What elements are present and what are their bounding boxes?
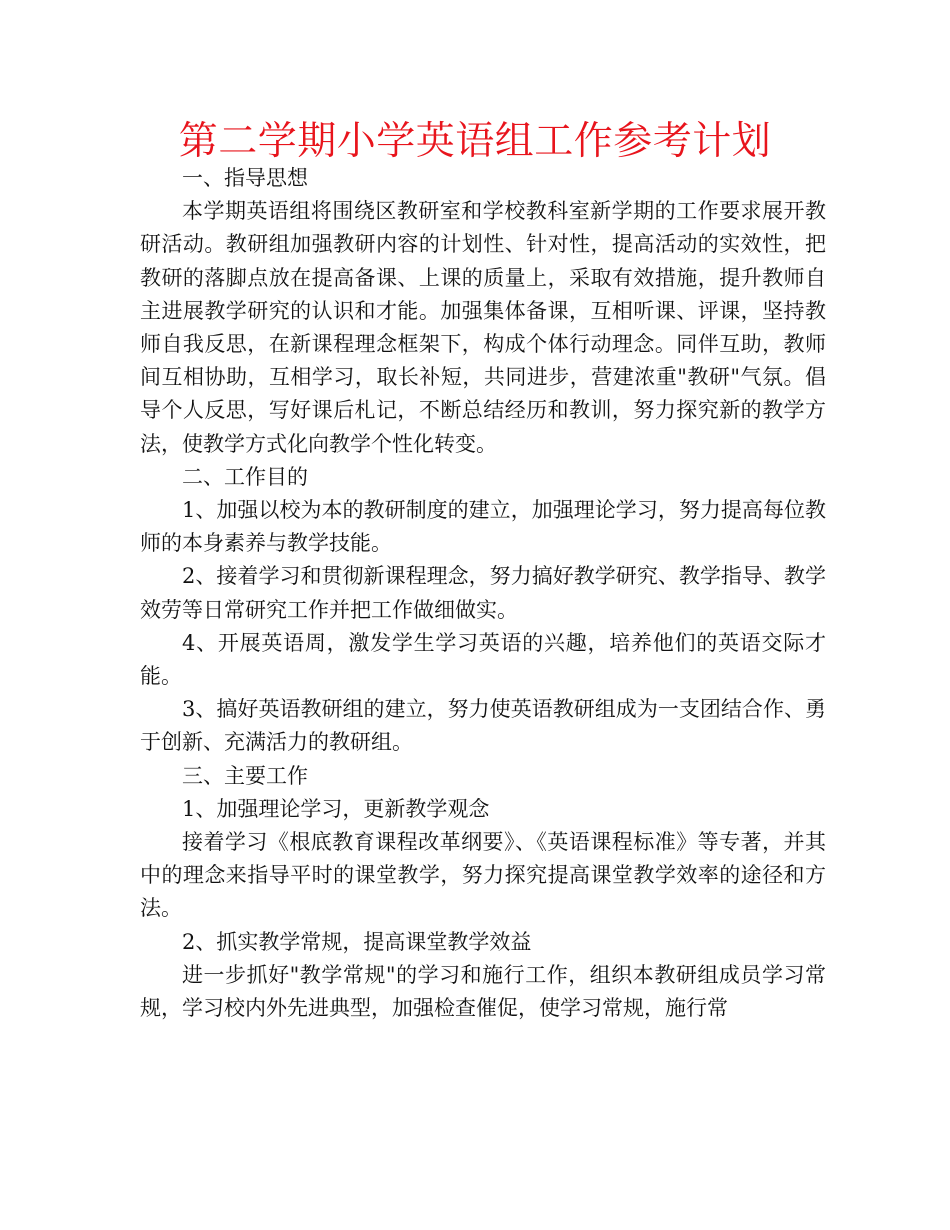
paragraph-teaching-routine: 进一步抓好"教学常规"的学习和施行工作，组织本教研组成员学习常规，学习校内外先进典型，加强检查催促，使学习常规，施行常 — [140, 962, 826, 1021]
heading-main-work: 三、主要工作 — [182, 763, 308, 788]
goal-item-1: 1、加强以校为本的教研制度的建立，加强理论学习，努力提高每位教师的本身素养与教学技能。 — [140, 498, 826, 556]
goal-item-4: 4、开展英语周，激发学生学习英语的兴趣，培养他们的英语交际才能。 — [140, 630, 826, 689]
subheading-teaching-routine: 2、抓实教学常规，提高课堂教学效益 — [182, 929, 532, 954]
paragraph-guiding-ideology: 本学期英语组将围绕区教研室和学校教科室新学期的工作要求展开教研活动。教研组加强教研内容的计划性、针对性，提高活动的实效性，把教研的落脚点放在提高备课、上课的质量上，采取有效措施，提升教师自主进展教学研究的认识和才能。加强集体备课，互相听课、评课，坚持教师自我反思，在新课程理念框架下，构成个体行动理念。同伴互助，教师间互相协助，互相学习，取长补短，共同进步，营建浓重"教研"气氛。倡导个人反思，写好课后札记，不断总结经历和教训，努力探究新的教学方法，使教学方式化向教学个性化转变。 — [140, 199, 826, 456]
heading-work-goals: 二、工作目的 — [182, 464, 308, 489]
goal-item-2: 2、接着学习和贯彻新课程理念，努力搞好教学研究、教学指导、教学效劳等日常研究工作并把工作做细做实。 — [140, 564, 826, 622]
paragraph-theory-study: 接着学习《根底教育课程改革纲要》、《英语课程标准》等专著，并其中的理念来指导平时的课堂教学，努力探究提高课堂教学效率的途径和方法。 — [140, 830, 826, 921]
subheading-theory-study: 1、加强理论学习，更新教学观念 — [182, 796, 490, 821]
document-title: 第二学期小学英语组工作参考计划 — [178, 119, 772, 164]
goal-item-3: 3、搞好英语教研组的建立，努力使英语教研组成为一支团结合作、勇于创新、充满活力的教研组。 — [140, 697, 826, 755]
document-body — [140, 162, 826, 1025]
heading-guiding-ideology: 一、指导思想 — [182, 166, 308, 190]
